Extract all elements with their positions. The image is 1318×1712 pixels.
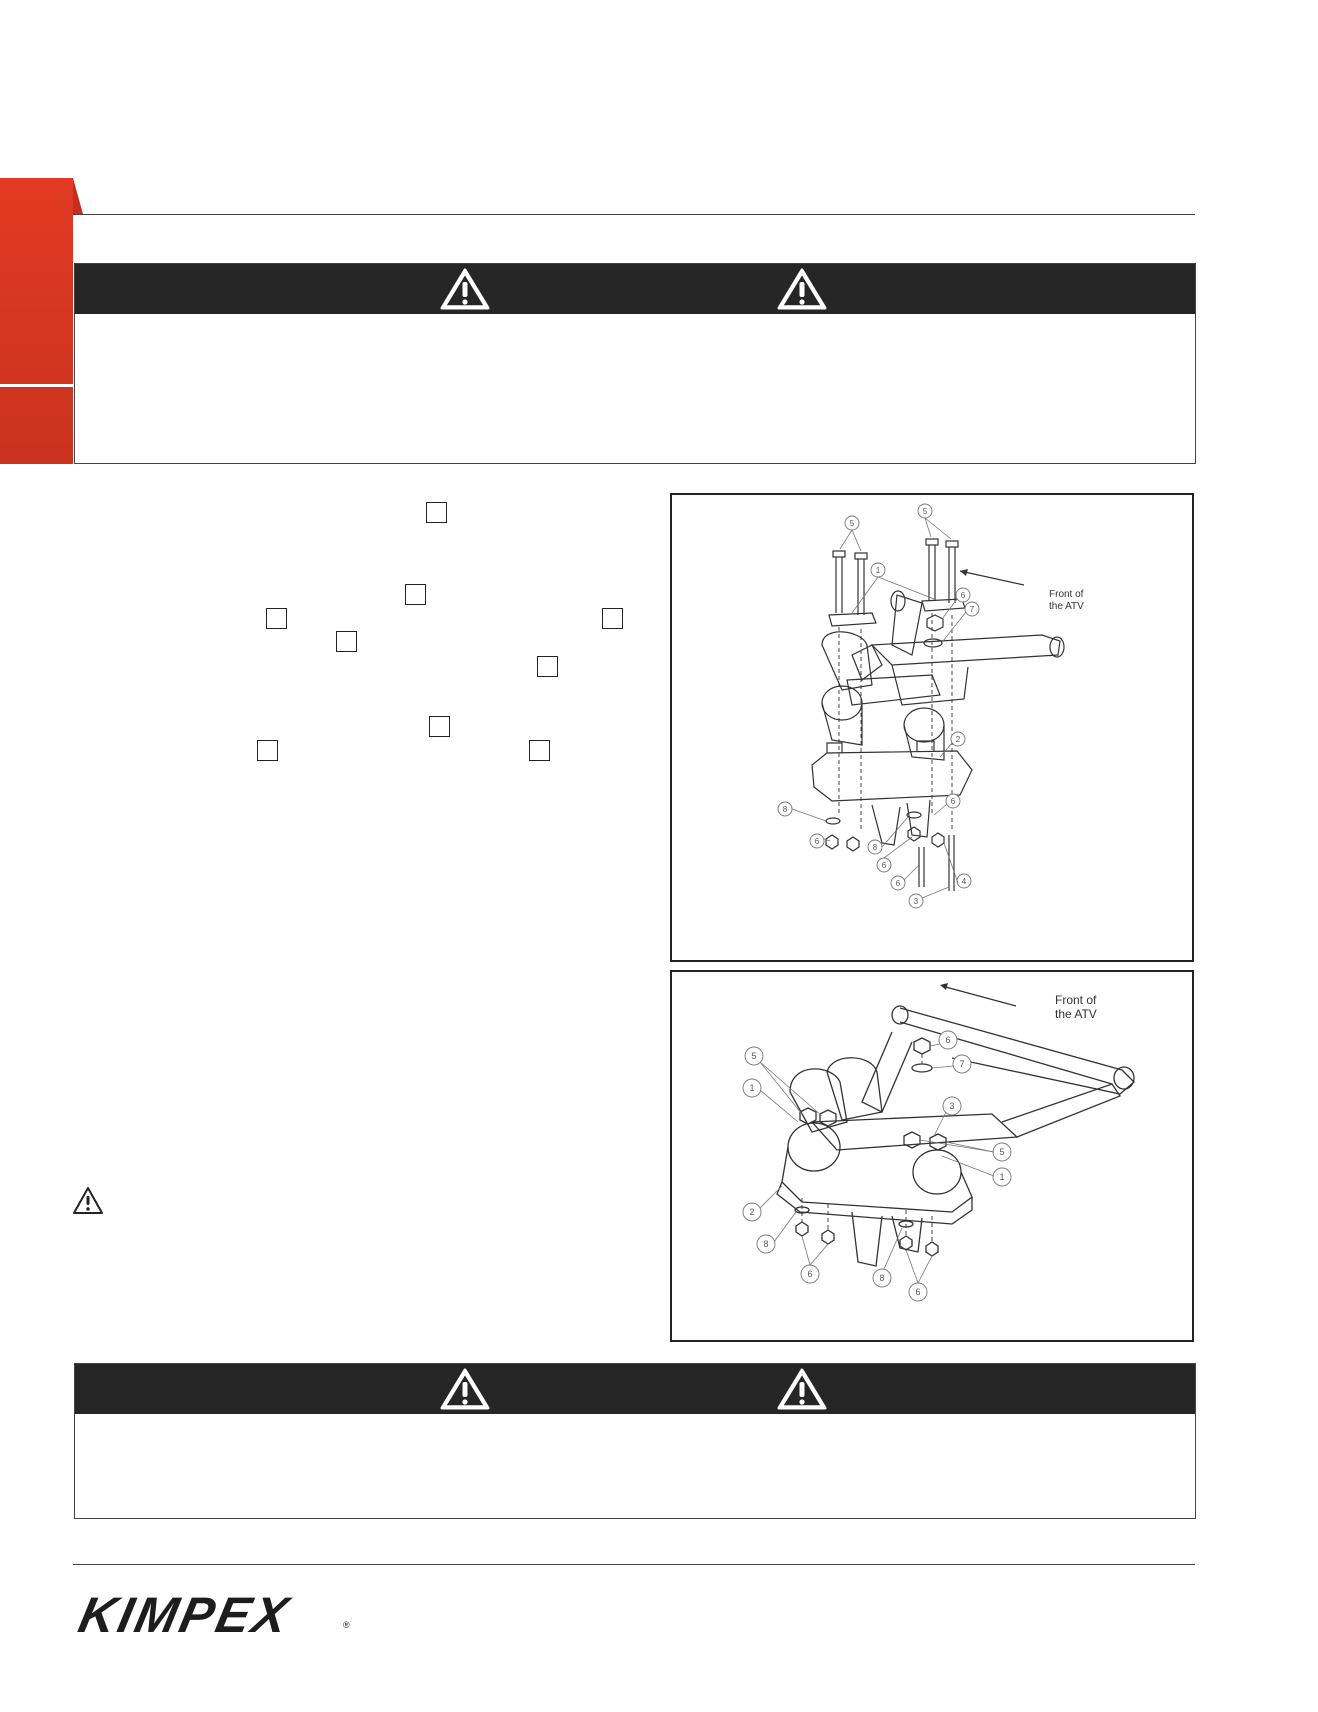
callout-label: 2 (749, 1207, 755, 1217)
kimpex-logo (74, 1587, 350, 1643)
footer-rule (73, 1564, 1195, 1565)
callout-label: 8 (782, 805, 788, 814)
section-side-tab (0, 178, 73, 464)
item-marker (336, 631, 357, 652)
callout-label: 2 (955, 735, 961, 744)
item-marker (426, 502, 447, 523)
warning-triangle-icon (439, 1367, 491, 1411)
exploded-view-drawing (672, 495, 1192, 960)
warning-triangle-icon (776, 267, 828, 311)
warning-triangle-icon (72, 1186, 104, 1216)
callout-label: 8 (763, 1239, 769, 1249)
callout-label: 5 (751, 1051, 757, 1061)
callout-label: 3 (913, 897, 919, 906)
assembled-view-drawing (672, 972, 1192, 1340)
item-marker (266, 608, 287, 629)
item-marker (537, 656, 558, 677)
callout-label: 6 (807, 1269, 813, 1279)
callout-label: 6 (960, 591, 966, 600)
callout-label: 7 (969, 605, 975, 614)
callout-label: 1 (749, 1083, 755, 1093)
callout-label: 6 (881, 861, 887, 870)
warning-header-bar (75, 1364, 1195, 1414)
callout-label: 3 (949, 1101, 955, 1111)
header-rule (73, 214, 1195, 215)
warning-header-bar (75, 264, 1195, 314)
assembled-view-figure (670, 970, 1194, 1342)
callout-label: 6 (950, 797, 956, 806)
callout-label: 5 (849, 519, 855, 528)
exploded-view-figure (670, 493, 1194, 962)
logo-wordmark: KIMPEX (74, 1587, 296, 1643)
item-marker (257, 740, 278, 761)
item-marker (529, 740, 550, 761)
callout-label: 1 (875, 566, 881, 575)
callout-label: 1 (999, 1172, 1005, 1182)
side-tab-corner (73, 178, 83, 214)
callout-label: 6 (814, 837, 820, 846)
callout-label: 6 (945, 1035, 951, 1045)
callout-label: 5 (999, 1147, 1005, 1157)
warning-box-top (74, 263, 1196, 464)
callout-label: 8 (879, 1273, 885, 1283)
warning-triangle-icon (776, 1367, 828, 1411)
front-of-atv-label: Front of the ATV (1049, 589, 1084, 612)
callout-label: 8 (872, 843, 878, 852)
callout-label: 6 (895, 879, 901, 888)
item-marker (602, 608, 623, 629)
side-tab-divider (0, 384, 73, 387)
callout-label: 7 (959, 1059, 965, 1069)
registered-mark: ® (343, 1620, 350, 1630)
callout-label: 4 (961, 877, 967, 886)
item-marker (405, 584, 426, 605)
warning-triangle-icon (439, 267, 491, 311)
item-marker (429, 716, 450, 737)
front-of-atv-label: Front of the ATV (1055, 993, 1097, 1021)
callout-label: 5 (922, 507, 928, 516)
warning-box-bottom (74, 1363, 1196, 1519)
callout-label: 6 (915, 1287, 921, 1297)
